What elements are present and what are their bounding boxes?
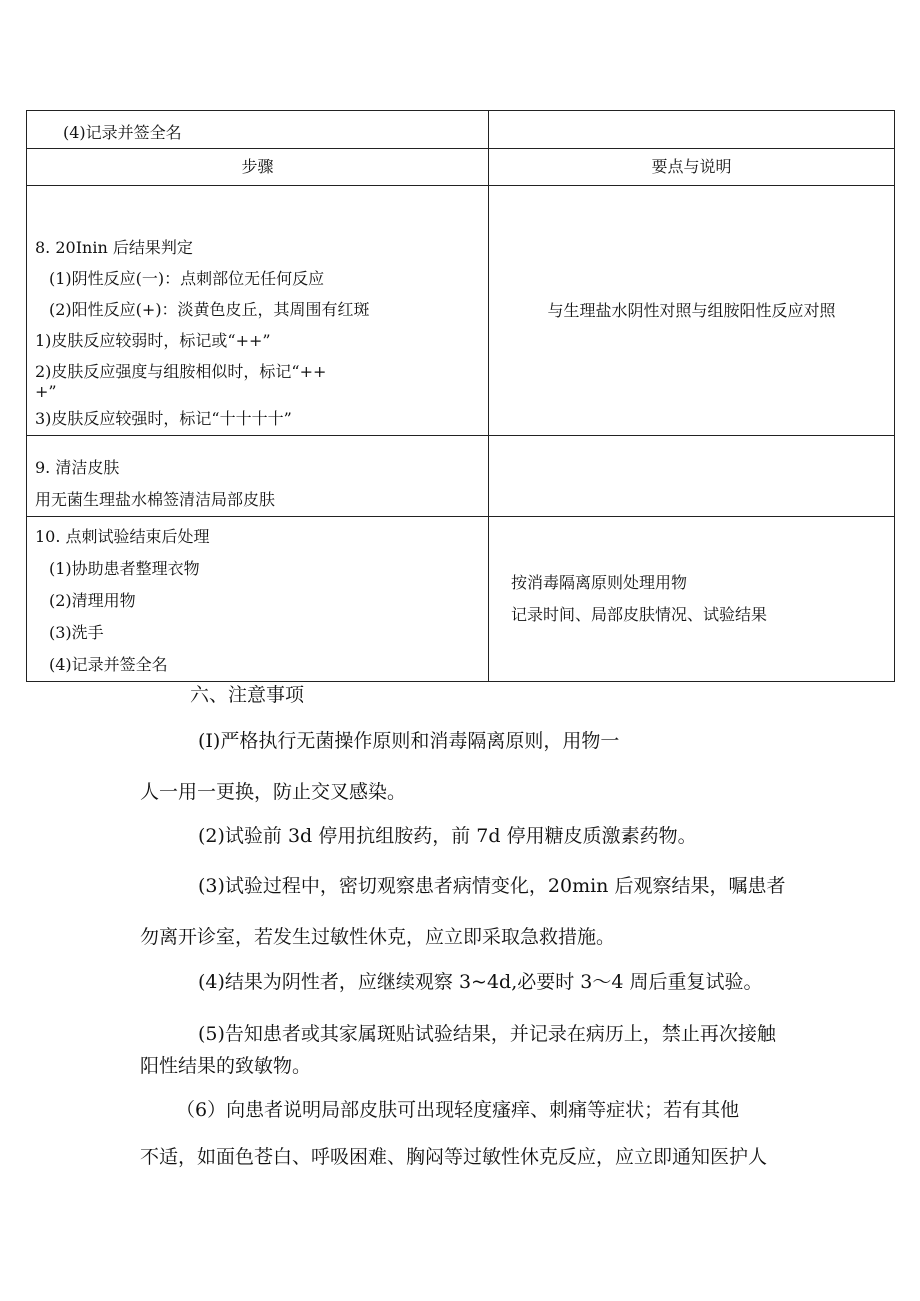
- table-header-row: [27, 149, 895, 186]
- step-text: 3)皮肤反应较强时，标记“十十十十”: [35, 409, 292, 428]
- step-text: +”: [35, 382, 57, 401]
- steps-header: 步骤: [27, 149, 489, 186]
- note-cell: [489, 436, 895, 517]
- paragraph-line: (5)告知患者或其家属斑贴试验结果，并记录在病历上，禁止再次接触: [198, 1023, 776, 1045]
- note-text: 与生理盐水阴性对照与组胺阳性反应对照: [547, 300, 836, 320]
- paragraph-line: (4)结果为阴性者，应继续观察 3~4d,必要时 3～4 周后重复试验。: [198, 971, 763, 993]
- note-paragraph: [140, 827, 892, 846]
- note-paragraph: [140, 1025, 892, 1076]
- paragraph-line: 阳性结果的致敏物。: [140, 1055, 312, 1077]
- section-title: 六、注意事项: [190, 684, 305, 706]
- step-text: (4)记录并签全名: [63, 122, 182, 142]
- step-text: (4)记录并签全名: [49, 655, 168, 674]
- step-text: 用无菌生理盐水棉签清洁局部皮肤: [35, 490, 276, 509]
- procedure-table: [26, 110, 895, 682]
- step-cell: [27, 111, 489, 149]
- step-text: (3)洗手: [49, 623, 104, 642]
- table-row: [27, 436, 895, 517]
- paragraph-line: （6）向患者说明局部皮肤可出现轻度瘙痒、刺痛等症状；若有其他: [176, 1099, 740, 1121]
- note-paragraph: [140, 732, 892, 802]
- table-row: [27, 186, 895, 436]
- step-text: (2)阳性反应(+)：淡黄色皮丘，其周围有红斑: [49, 300, 370, 319]
- paragraph-line: (3)试验过程中，密切观察患者病情变化，20min 后观察结果，嘱患者: [198, 875, 786, 897]
- paragraph-line: (2)试验前 3d 停用抗组胺药，前 7d 停用糖皮质激素药物。: [198, 825, 697, 847]
- step-cell: [27, 186, 489, 436]
- step-title: 10. 点刺试验结束后处理: [35, 527, 210, 546]
- step-text: (2)清理用物: [49, 591, 136, 610]
- table-row: [27, 517, 895, 682]
- note-paragraph: [140, 1101, 892, 1167]
- notes-header: 要点与说明: [489, 149, 895, 186]
- step-cell: [27, 517, 489, 682]
- note-cell: [489, 517, 895, 682]
- step-title: 9. 清洁皮肤: [35, 458, 120, 477]
- paragraph-line: 勿离开诊室，若发生过敏性休克，应立即采取急救措施。: [140, 926, 616, 948]
- note-text: 记录时间、局部皮肤情况、试验结果: [511, 605, 768, 624]
- note-cell: [489, 111, 895, 149]
- note-paragraph: [140, 877, 892, 947]
- step-cell: [27, 436, 489, 517]
- step-text: (1)阴性反应(一)：点刺部位无任何反应: [49, 269, 325, 288]
- paragraph-line: (I)严格执行无菌操作原则和消毒隔离原则，用物一: [198, 730, 620, 752]
- step-title: 8. 20Inin 后结果判定: [35, 238, 193, 257]
- paragraph-line: 不适，如面色苍白、呼吸困难、胸闷等过敏性休克反应，应立即通知医护人: [140, 1146, 768, 1168]
- table-row: [27, 111, 895, 149]
- paragraph-line: 人一用一更换，防止交叉感染。: [140, 781, 407, 803]
- note-paragraph: [140, 973, 892, 992]
- step-text: 1)皮肤反应较弱时，标记或“++”: [35, 331, 271, 350]
- note-text: 按消毒隔离原则处理用物: [511, 573, 688, 592]
- step-text: (1)协助患者整理衣物: [49, 559, 200, 578]
- note-cell: [489, 186, 895, 436]
- step-text: 2)皮肤反应强度与组胺相似时，标记“++: [35, 362, 327, 381]
